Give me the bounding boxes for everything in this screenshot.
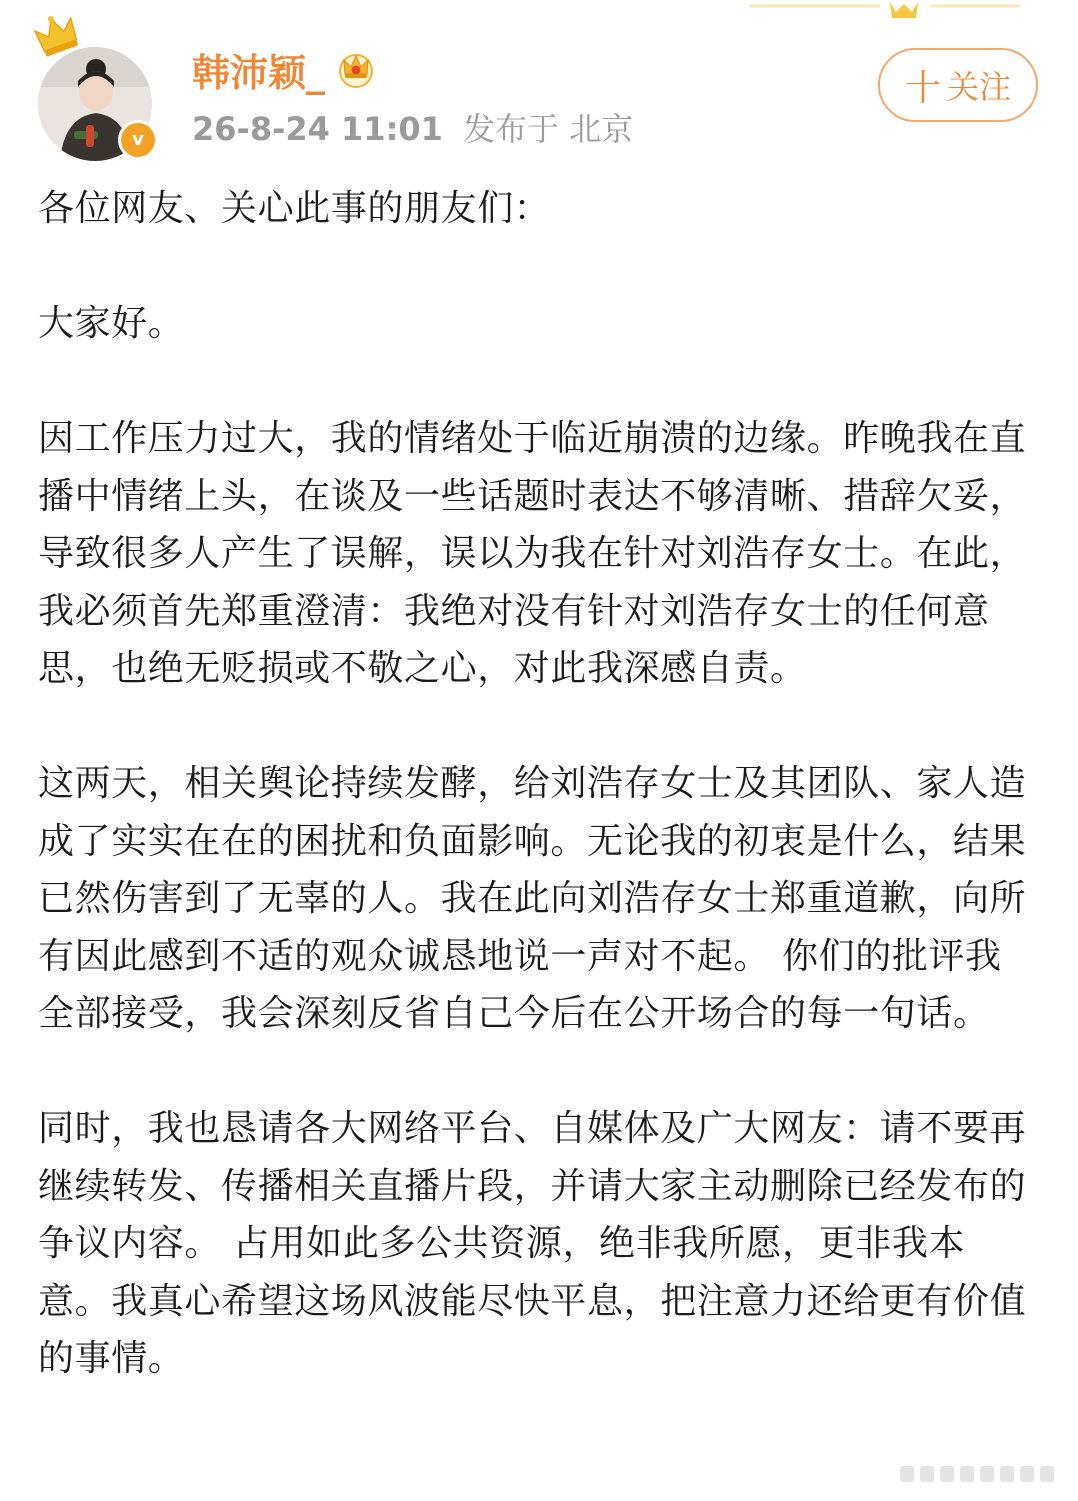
crown-icon: [32, 12, 82, 60]
post-paragraph: 同时，我也恳请各大网络平台、自媒体及广大网友：请不要再继续转发、传播相关直播片段，并请大家主动删除已经发布的争议内容。 占用如此多公共资源，绝非我所愿，更非我本意。我真心希望这场风波能尽快平息，把注意力还给更有价值的事情。: [38, 1108, 1027, 1379]
top-decoration-icon: [730, 0, 1030, 20]
post-body: [38, 180, 1038, 1388]
post-meta: [192, 104, 633, 150]
post-paragraph: 这两天，相关舆论持续发酵，给刘浩存女士及其团队、家人造成了实实在在的困扰和负面影响。无论我的初衷是什么，结果已然伤害到了无辜的人。我在此向刘浩存女士郑重道歉，向所有因此感到不适的观众诚恳地说一声对不起。 你们的批评我全部接受，我会深刻反省自己今后在公开场合的每一句话。: [38, 763, 1027, 1034]
author-avatar-container[interactable]: [30, 12, 160, 152]
watermark-dots-icon: [900, 1462, 1070, 1486]
plus-icon: 十: [904, 67, 941, 109]
post-paragraph: 大家好。: [38, 303, 185, 344]
post-paragraph: 因工作压力过大，我的情绪处于临近崩溃的边缘。昨晚我在直播中情绪上头，在谈及一些话题时表达不够清晰、措辞欠妥，导致很多人产生了误解，误以为我在针对刘浩存女士。在此，我必须首先郑重澄清：我绝对没有针对刘浩存女士的任何意思，也绝无贬损或不敬之心，对此我深感自责。: [38, 418, 1027, 689]
follow-button[interactable]: [878, 48, 1038, 122]
follow-button-label: 关注: [947, 68, 1012, 106]
vip-crown-icon[interactable]: [335, 48, 377, 90]
author-name-row: [192, 42, 377, 96]
author-username[interactable]: 韩沛颖_: [192, 50, 326, 95]
post-paragraph: 各位网友、关心此事的朋友们：: [38, 188, 551, 229]
verified-badge-icon: v: [118, 120, 158, 160]
post-timestamp: 26-8-24 11:01: [192, 110, 443, 148]
post-location: 发布于 北京: [462, 110, 634, 148]
